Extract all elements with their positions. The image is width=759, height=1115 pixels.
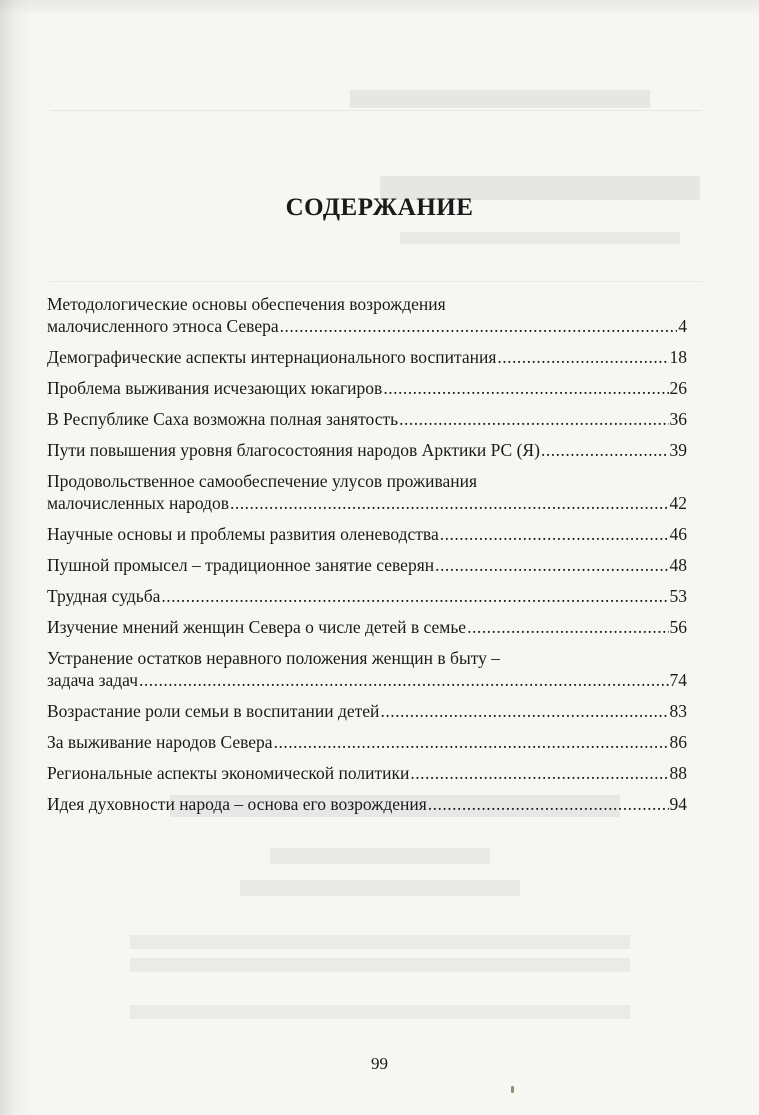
toc-entry [47, 700, 687, 722]
dot-leader [541, 439, 669, 461]
dot-leader [410, 762, 668, 784]
toc-entry-page: 53 [669, 586, 687, 606]
dot-leader [467, 616, 668, 638]
toc-entry-line [47, 377, 687, 399]
toc-entry-title: Трудная судьба [47, 586, 161, 606]
toc-entry-line [47, 315, 687, 337]
table-of-contents [47, 293, 687, 824]
toc-entry [47, 731, 687, 753]
toc-entry-title: В Республике Саха возможна полная занятость [47, 409, 399, 429]
dot-leader [139, 669, 668, 691]
show-through-shadow [130, 958, 630, 972]
toc-entry-line [47, 408, 687, 430]
toc-entry-line [47, 669, 687, 691]
toc-entry [47, 616, 687, 638]
toc-entry-title: Изучение мнений женщин Севера о числе детей в семье [47, 617, 467, 637]
dot-leader [230, 492, 669, 514]
toc-entry [47, 408, 687, 430]
page-number: 99 [371, 1054, 388, 1073]
page-title: СОДЕРЖАНИЕ [285, 194, 474, 221]
toc-entry-page: 4 [678, 316, 687, 336]
toc-entry-title: Пути повышения уровня благосостояния народов Арктики РС (Я) [47, 440, 540, 460]
toc-entry-title: Региональные аспекты экономической политики [47, 763, 410, 783]
show-through-shadow [350, 90, 650, 108]
toc-entry-title: задача задач [47, 670, 139, 690]
toc-entry-title-line: Продовольственное самообеспечение улусов проживания [47, 471, 478, 491]
toc-entry-page: 86 [669, 732, 687, 752]
toc-entry-line [47, 439, 687, 461]
dot-leader [435, 554, 668, 576]
toc-entry-page: 26 [669, 378, 687, 398]
toc-entry [47, 523, 687, 545]
toc-entry-line [47, 585, 687, 607]
toc-entry-title: Демографические аспекты интернационального воспитания [47, 347, 497, 367]
dot-leader [380, 700, 668, 722]
show-through-shadow [240, 880, 520, 896]
toc-entry-page: 46 [669, 524, 687, 544]
toc-entry-title: Проблема выживания исчезающих юкагиров [47, 378, 383, 398]
toc-entry-title: Идея духовности народа – основа его возрождения [47, 794, 427, 814]
toc-entry-page: 56 [669, 617, 687, 637]
toc-entry-title: малочисленного этноса Севера [47, 316, 279, 336]
toc-entry [47, 439, 687, 461]
toc-entry-page: 48 [669, 555, 687, 575]
toc-entry-page: 74 [669, 670, 687, 690]
dot-leader [161, 585, 668, 607]
dot-leader [428, 793, 669, 815]
toc-entry [47, 554, 687, 576]
toc-entry-line [47, 554, 687, 576]
toc-entry-title: Научные основы и проблемы развития оленеводства [47, 524, 439, 544]
toc-entry-page: 83 [669, 701, 687, 721]
toc-entry-line [47, 762, 687, 784]
toc-entry [47, 793, 687, 815]
toc-entry-title: малочисленных народов [47, 493, 229, 513]
toc-entry [47, 346, 687, 368]
toc-entry [47, 293, 687, 337]
show-through-shadow [270, 848, 490, 864]
toc-entry-title: Пушной промысел – традиционное занятие северян [47, 555, 435, 575]
toc-entry [47, 647, 687, 691]
dot-leader [497, 346, 668, 368]
toc-entry-line [47, 700, 687, 722]
toc-entry [47, 762, 687, 784]
dot-leader [274, 731, 669, 753]
toc-entry [47, 470, 687, 514]
dot-leader [383, 377, 668, 399]
dot-leader [440, 523, 669, 545]
toc-entry [47, 377, 687, 399]
toc-entry-page: 42 [669, 493, 687, 513]
toc-entry-line [47, 523, 687, 545]
toc-entry-title: За выживание народов Севера [47, 732, 273, 752]
show-through-shadow [130, 935, 630, 949]
paper-speck [511, 1086, 514, 1093]
dot-leader [399, 408, 668, 430]
toc-entry-line [47, 731, 687, 753]
toc-entry-page: 18 [669, 347, 687, 367]
toc-entry-page: 94 [669, 794, 687, 814]
toc-entry-line [47, 492, 687, 514]
toc-entry-line [47, 616, 687, 638]
toc-entry-title-line: Устранение остатков неравного положения женщин в быту – [47, 648, 500, 668]
toc-entry-line [47, 346, 687, 368]
toc-entry-page: 88 [669, 763, 687, 783]
toc-entry-title: Возрастание роли семьи в воспитании детей [47, 701, 380, 721]
toc-entry-title-line: Методологические основы обеспечения возрождения [47, 294, 446, 314]
show-through-shadow [130, 1005, 630, 1019]
dot-leader [280, 315, 678, 337]
toc-entry-page: 39 [669, 440, 687, 460]
toc-entry-page: 36 [669, 409, 687, 429]
toc-entry-line [47, 793, 687, 815]
toc-entry [47, 585, 687, 607]
